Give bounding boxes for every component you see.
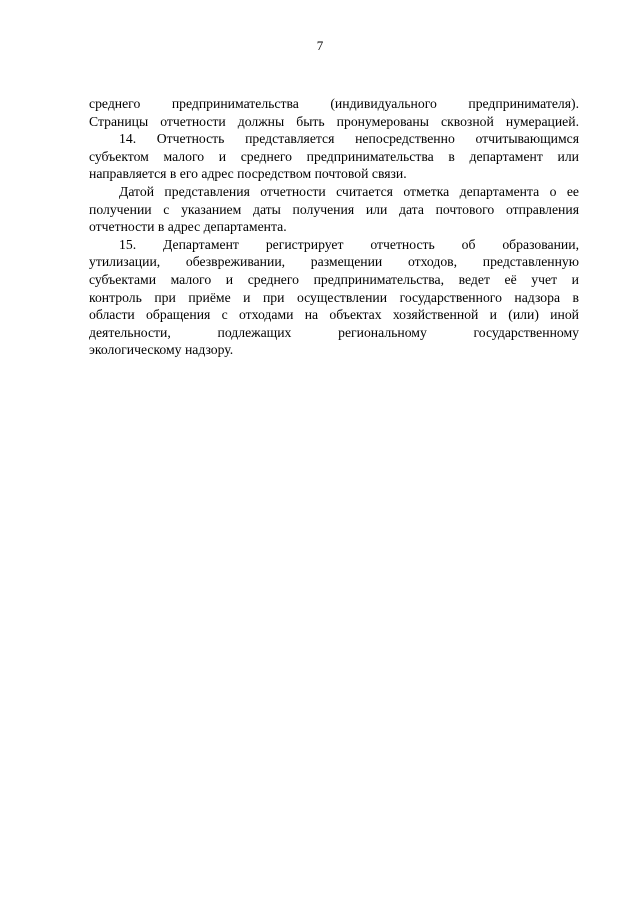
- text-line: Страницы отчетности должны быть пронумерованы сквозной нумерацией.: [89, 113, 579, 129]
- document-body: [89, 95, 579, 359]
- text-line: Датой представления отчетности считается отметка департамента о ее: [119, 183, 579, 199]
- paragraph-continuation: [89, 95, 579, 130]
- paragraph-submission-date: [89, 183, 579, 236]
- text-line: утилизации, обезвреживании, размещении отходов, представленную: [89, 254, 579, 270]
- text-line: области обращения с отходами на объектах хозяйственной и (или) иной: [89, 307, 579, 323]
- text-line: субъектом малого и среднего предпринимательства в департамент или: [89, 148, 579, 164]
- text-line: направляется в его адрес посредством почтовой связи.: [89, 166, 407, 182]
- paragraph-15: [89, 236, 579, 359]
- text-line: 14. Отчетность представляется непосредственно отчитывающимся: [119, 131, 579, 147]
- text-line: среднего предпринимательства (индивидуального предпринимателя).: [89, 96, 579, 111]
- page-number: 7: [316, 38, 324, 53]
- text-line: деятельности, подлежащих региональному государственному: [89, 324, 579, 340]
- text-line: экологическому надзору.: [89, 342, 234, 358]
- paragraph-14: [89, 130, 579, 183]
- text-line: 15. Департамент регистрирует отчетность об образовании,: [119, 236, 579, 252]
- text-line: субъектами малого и среднего предпринимательства, ведет её учет и: [89, 271, 579, 287]
- text-line: отчетности в адрес департамента.: [89, 219, 287, 235]
- text-line: контроль при приёме и при осуществлении государственного надзора в: [89, 289, 579, 305]
- text-line: получении с указанием даты получения или дата почтового отправления: [89, 201, 579, 217]
